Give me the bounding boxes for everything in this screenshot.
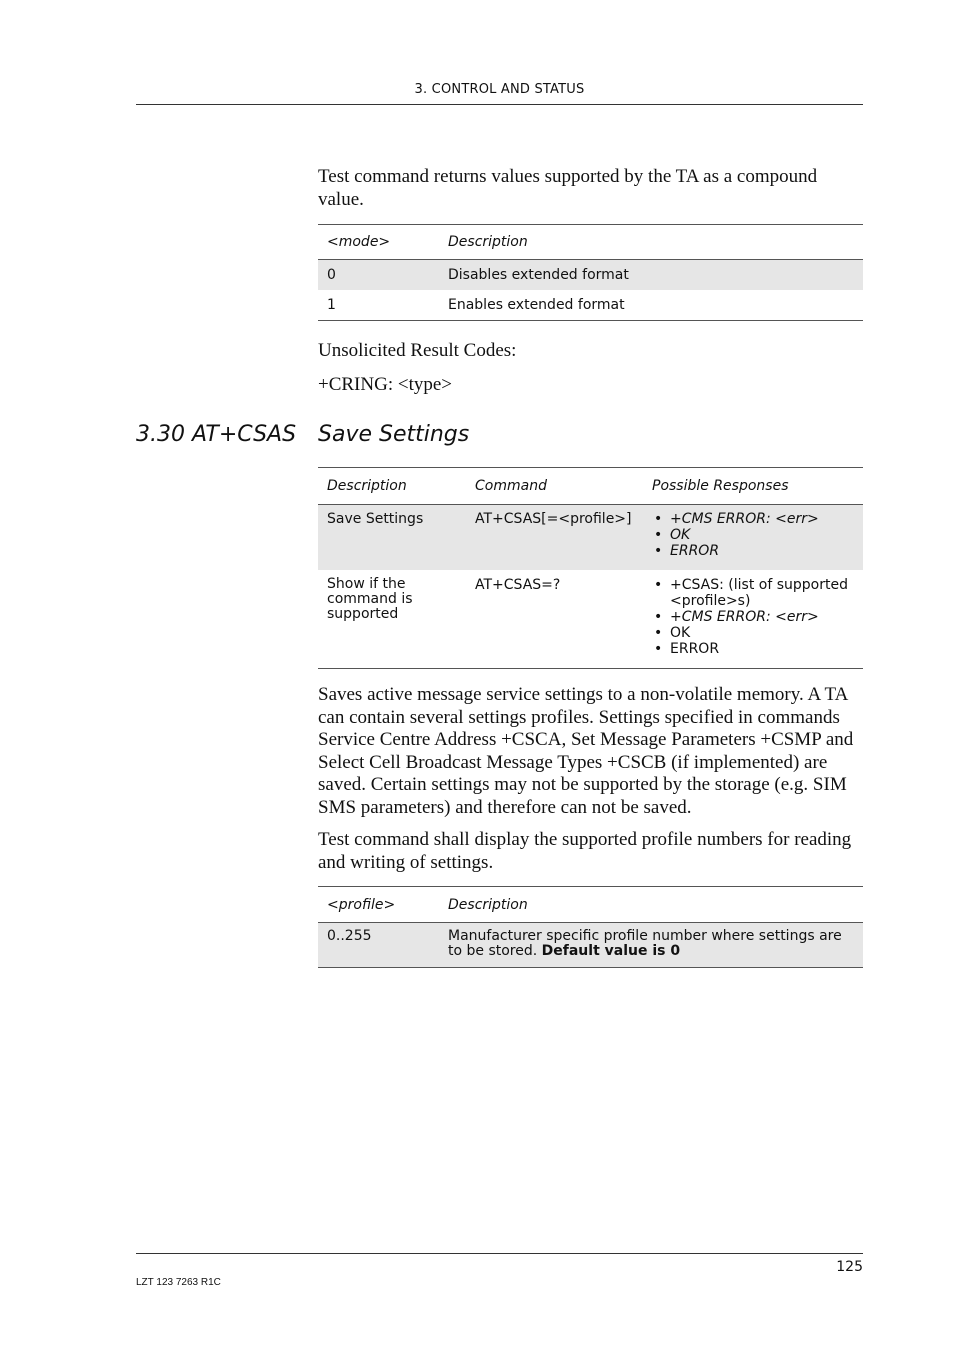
unsolicited-code: +CRING: <type> (318, 373, 453, 395)
response-item: • +CMS ERROR: <err> (652, 609, 854, 625)
test-command-paragraph: Test command shall display the supported profile numbers for reading and writing of settings. (318, 829, 852, 873)
intro-paragraph: Test command returns values supported by the TA as a compound value. (318, 166, 818, 210)
command-description: Show if the command is supported (318, 570, 466, 669)
mode-header: <mode> (318, 225, 439, 260)
command-table (318, 467, 863, 669)
response-item: • +CSAS: (list of supported <profile>s) (652, 577, 854, 609)
command-syntax: AT+CSAS=? (466, 570, 643, 669)
mode-description-header: Description (439, 225, 863, 260)
profile-table (318, 886, 863, 968)
description-paragraph: Saves active message service settings to a non-volatile memory. A TA can contain several settings profiles. Settings specified in commands Service Centre Address +CSCA, Set Message Parameters +CSMP and Select Cell Broadcast Message Types +CSCB (if implemented) are saved. Certain settings may not be supported by the storage (e.g. SIM SMS parameters) and therefore can not be saved. (318, 684, 854, 818)
profile-description: Manufacturer specific profile number where settings are to be stored. (448, 928, 842, 959)
response-item: • ERROR (652, 641, 854, 657)
response-item: • ERROR (652, 543, 854, 559)
page-content (318, 166, 863, 968)
description-header: Description (318, 468, 466, 505)
profile-header: <profile> (318, 887, 439, 923)
mode-value: 0 (318, 260, 439, 291)
running-header: 3. CONTROL AND STATUS (414, 82, 585, 97)
section-number: 3.30 AT+CSAS (136, 422, 297, 447)
response-item: • +CMS ERROR: <err> (652, 511, 854, 527)
command-syntax: AT+CSAS[=<profile>] (466, 505, 643, 571)
command-responses (643, 505, 863, 571)
profile-description-cell (439, 923, 863, 968)
mode-description: Enables extended format (439, 290, 863, 321)
profile-value: 0..255 (318, 923, 439, 968)
command-description: Save Settings (318, 505, 466, 571)
table-row (318, 505, 863, 571)
section-title: Save Settings (318, 422, 470, 447)
document-id: LZT 123 7263 R1C (136, 1277, 221, 1288)
table-row (318, 570, 863, 669)
mode-value: 1 (318, 290, 439, 321)
header-divider (136, 104, 863, 105)
response-item: • OK (652, 527, 854, 543)
table-row (318, 923, 863, 968)
responses-header: Possible Responses (643, 468, 863, 505)
command-responses (643, 570, 863, 669)
table-row (318, 260, 863, 291)
unsolicited-label: Unsolicited Result Codes: (318, 340, 517, 361)
command-header: Command (466, 468, 643, 505)
mode-table (318, 224, 863, 321)
default-value-note: Default value is 0 (541, 943, 681, 959)
table-row (318, 290, 863, 321)
footer-divider (136, 1253, 863, 1254)
mode-description: Disables extended format (439, 260, 863, 291)
profile-description-header: Description (439, 887, 863, 923)
response-item: • OK (652, 625, 854, 641)
page-number: 125 (836, 1259, 863, 1275)
